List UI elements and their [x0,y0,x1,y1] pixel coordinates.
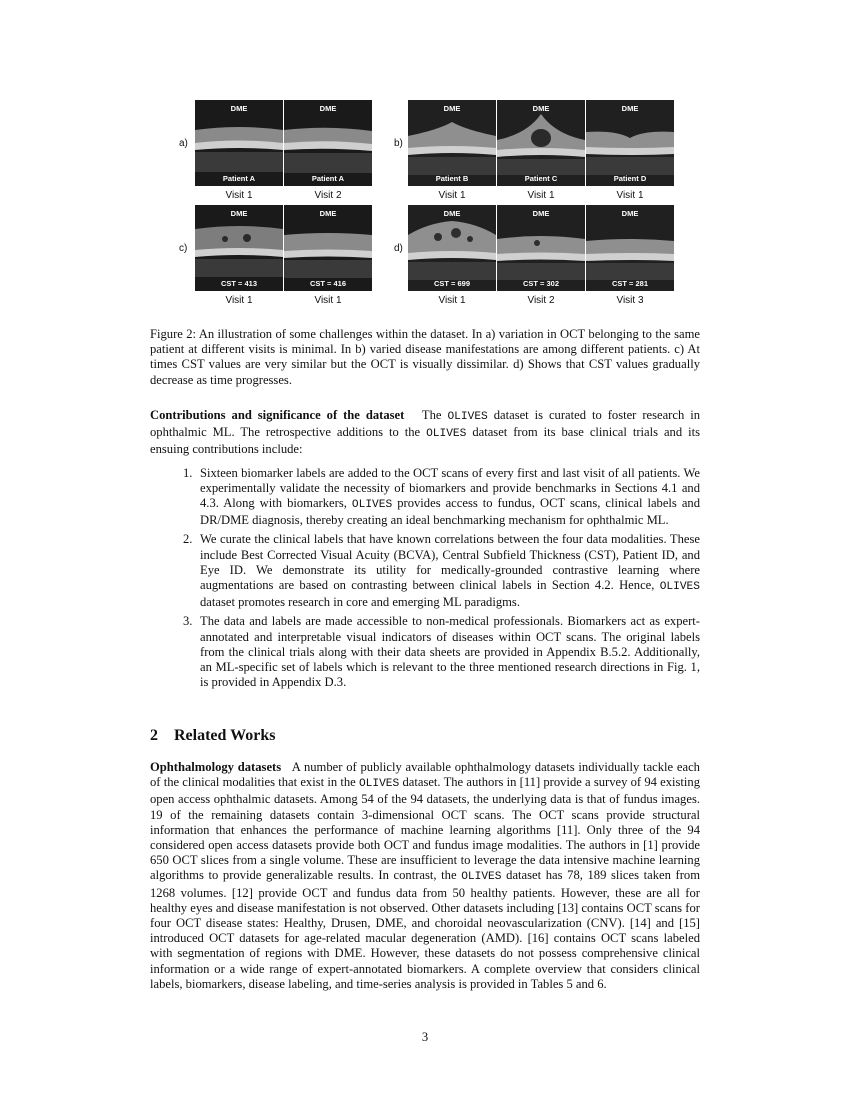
scan-tag: Patient D [613,174,647,183]
scan-tag: DME [319,104,337,113]
paragraph-text: dataset. The authors in [11] provide a survey of 94 existing open access ophthalmic datasets. Among 54 of the 94 datasets, the underlying data is that of fundus images. 19 of the remaining datasets contain 3-dimensional OCT scans. The OCT scans provide structural information that enhances the performance of machine learning algorithms [11]. Only three of the 94 considered open access datasets provide both OCT and fundus image modalities. The authors in [1] provide 650 OCT slices from a single volume. These are insufficient to leverage the data intensive machine learning algorithms to provide generalizable results. In contrast, the [150,775,701,883]
scan-tag: CST = 302 [522,279,560,288]
list-item [150,532,700,610]
caption-text: Figure 2: An illustration of some challenges within the dataset. In a) variation in OCT belonging to the same patient at different visits is minimal. In b) varied disease manifestations are among different patients. c) At times CST values are very similar but the OCT is visually dissimilar. d) Shows that CST values gradually decrease as time progresses. [150,327,700,387]
scan-tag: DME [532,209,550,218]
scan-tag: CST = 413 [220,279,258,288]
visit-label: Visit 2 [314,190,342,201]
page-number: 3 [421,1030,429,1044]
oct-scan [195,100,283,186]
paragraph-text: A number of publicly available ophthalmology datasets individually tackle each of the clinical modalities that exist in the [150,760,700,790]
oct-scan [586,205,674,291]
dataset-name: OLIVES [351,499,393,512]
ophthalmology-paragraph [150,760,700,992]
visit-label: Visit 2 [527,295,555,306]
panel-label-a: a) [179,138,188,149]
list-text: provides access to fundus, OCT scans, clinical labels and DR/DME diagnosis, thereby creating an ideal benchmarking mechanism for ophthalmic ML. [200,496,701,528]
list-text: The data and labels are made accessible to non-medical professionals. Biomarkers act as expert-annotated and interpretable visual indicators of diseases within OCT scans. The original labels from the clinical trials along with their data sheets are provided in Appendix B.5.2. Additionally, an ML-specific set of labels which is relevant to the three mentioned research directions in Fig. 1, is provided in Appendix D.3. [200,614,700,690]
section-heading [150,727,275,745]
list-text: dataset promotes research in core and emerging ML paradigms. [200,595,520,610]
oct-scan [497,205,585,291]
list-text: We curate the clinical labels that have known correlations between the four data modalities. These include Best Corrected Visual Acuity (BCVA), Central Subfield Thickness (CST), Patient ID, and Eye ID. We demonstrate its utility for medically-grounded contrastive learning where augmentations are based on contrasting between clinical labels in Section 4.2. Hence, [200,532,700,593]
panel-label-c: c) [179,243,188,254]
section-number: 2 [150,727,158,744]
scan-tag: CST = 416 [309,279,347,288]
visit-label: Visit 1 [314,295,342,306]
oct-scan [408,100,496,186]
scan-tag: Patient A [222,174,256,183]
list-item [150,466,700,529]
list-item [150,614,700,690]
dataset-name: OLIVES [447,411,488,423]
contrib-text: dataset from its base clinical trials and its ensuing contributions include: [150,425,700,457]
section-title [150,727,275,745]
list-number: 2. [183,532,193,547]
scan-tag: DME [230,209,248,218]
panel-label-b: b) [394,138,403,149]
contributions-section [150,408,700,694]
oct-scan [586,100,674,186]
oct-scan [284,100,372,186]
scan-tag: Patient A [311,174,345,183]
scan-tag: DME [621,104,639,113]
list-number: 1. [183,465,193,480]
visit-label: Visit 1 [438,190,466,201]
contributions-paragraph [150,408,700,458]
dataset-name: OLIVES [358,778,400,791]
section-title-text: Related Works [174,727,276,744]
visit-label: Visit 1 [438,295,466,306]
scan-tag: DME [621,209,639,218]
visit-label: Visit 1 [616,190,644,201]
ophthalmology-heading: Ophthalmology datasets [150,760,282,774]
scan-tag: CST = 281 [611,279,649,288]
figure-2 [150,96,700,311]
contrib-text: The [421,408,442,422]
oct-scan [497,100,585,186]
visit-label: Visit 1 [225,190,253,201]
visit-label: Visit 1 [225,295,253,306]
scan-tag: DME [443,209,461,218]
contributions-heading: Contributions and significance of the dataset [150,408,405,422]
visit-label: Visit 3 [616,295,644,306]
paragraph [150,760,700,992]
dataset-name: OLIVES [461,871,502,884]
panel-label-d: d) [394,243,403,254]
figure-caption [150,327,700,388]
scan-tag: DME [319,209,337,218]
scan-tag: Patient C [524,174,558,183]
scan-tag: CST = 699 [433,279,471,288]
scan-tag: Patient B [435,174,469,183]
scan-tag: DME [443,104,461,113]
oct-scan [408,205,496,291]
visit-label: Visit 1 [527,190,555,201]
oct-scan [195,205,283,291]
dataset-name: OLIVES [659,581,700,594]
paragraph-text: dataset has 78, 189 slices taken from 1268 volumes. [12] provide OCT and fundus data from 50 healthy patients. However, these are all for healthy eyes and disease manifestation is not observed. Other datasets including [13] contains OCT scans for four OCT disease states: Healthy, Drusen, DME, and choroidal neovascularization (CNV). [14] and [15] introduced OCT datasets for age-related macular degeneration (AMD). [16] contains OCT scans labeled with segmentation of regions with DME. However, these datasets do not possess comprehensive clinical information or a wide range of expert-annotated biomarkers. A complete overview that considers clinical labels, biomarkers, disease labeling, and time-series analysis is provided in Tables 5 and 6. [150,868,701,991]
contrib-text: dataset is curated to foster research in ophthalmic ML. The retrospective additions to the [150,408,700,440]
scan-tag: DME [532,104,550,113]
contributions-list [150,466,700,691]
scan-tag: DME [230,104,248,113]
list-number: 3. [183,614,193,629]
oct-scan [284,205,372,291]
list-text: Sixteen biomarker labels are added to the OCT scans of every first and last visit of all patients. We experimentally validate the necessity of biomarkers and provide benchmarks in Sections 4.1 and 4.3. Along with biomarkers, [200,465,700,511]
dataset-name: OLIVES [426,428,467,441]
